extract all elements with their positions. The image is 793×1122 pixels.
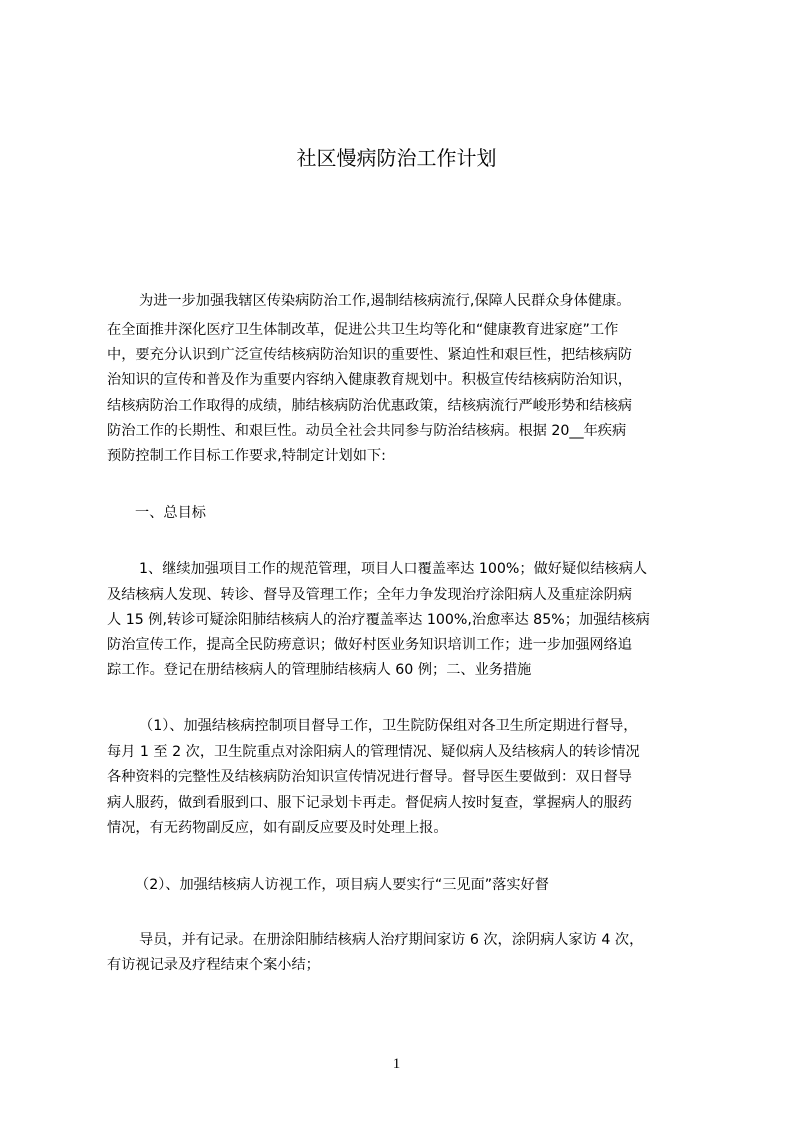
text-line: 病人服药，做到看服到口、服下记录划卡再走。督促病人按时复查，掌握病人的服药 bbox=[107, 795, 632, 811]
text-line: 中，要充分认识到广泛宣传结核病防治知识的重要性、紧迫性和艰巨性，把结核病防 bbox=[107, 347, 632, 363]
text-line: 及结核病人发现、转诊、督导及管理工作；全年力争发现治疗涂阳病人及重症涂阴病 bbox=[107, 587, 632, 603]
text-line: 每月 1 至 2 次，卫生院重点对涂阳病人的管理情况、疑似病人及结核病人的转诊情况 bbox=[107, 744, 640, 760]
text-line: 情况，有无药物副反应，如有副反应要及时处理上报。 bbox=[107, 820, 448, 836]
text-line: 踪工作。登记在册结核病人的管理肺结核病人 60 例；二、业务措施 bbox=[107, 662, 532, 678]
text-line: （1）、加强结核病控制项目督导工作，卫生院防保组对各卫生所定期进行督导， bbox=[139, 718, 638, 734]
page-number: 1 bbox=[392, 1056, 401, 1072]
text-line: 预防控制工作目标工作要求,特制定计划如下: bbox=[107, 448, 386, 464]
text-line: 为进一步加强我辖区传染病防治工作,遏制结核病流行,保障人民群众身体健康。 bbox=[139, 293, 631, 309]
text-line: 导员，并有记录。在册涂阳肺结核病人治疗期间家访 6 次，涂阴病人家访 4 次， bbox=[139, 932, 644, 948]
text-line: 结核病防治工作取得的成绩，肺结核病防治优惠政策，结核病流行严峻形势和结核病 bbox=[107, 398, 632, 414]
text-line: 1、继续加强项目工作的规范管理，项目人口覆盖率达 100%；做好疑似结核病人 bbox=[139, 561, 648, 577]
text-line: 防治工作的长期性、和艰巨性。动员全社会共同参与防治结核病。根据 20__年疾病 bbox=[107, 423, 627, 439]
text-line: 各种资料的完整性及结核病防治知识宣传情况进行督导。督导医生要做到：双日督导 bbox=[107, 769, 632, 785]
section-heading: 一、总目标 bbox=[135, 505, 206, 521]
text-line: 在全面推井深化医疗卫生体制改革，促进公共卫生均等化和“健康教育进家庭”工作 bbox=[107, 322, 619, 338]
text-line: 治知识的宣传和普及作为重要内容纳入健康教育规划中。积极宣传结核病防治知识， bbox=[107, 372, 632, 388]
text-line: （2）、加强结核病人访视工作，项目病人要实行“三见面”落实好督 bbox=[135, 877, 549, 893]
text-line: 有访视记录及疗程结束个案小结； bbox=[107, 957, 320, 973]
text-line: 防治宣传工作，提高全民防痨意识；做好村医业务知识培训工作；进一步加强网络追 bbox=[107, 637, 632, 653]
text-line: 人 15 例,转诊可疑涂阳肺结核病人的治疗覆盖率达 100%,治愈率达 85%；加强结核病 bbox=[107, 612, 650, 628]
page-title: 社区慢病防治工作计划 bbox=[296, 146, 497, 170]
